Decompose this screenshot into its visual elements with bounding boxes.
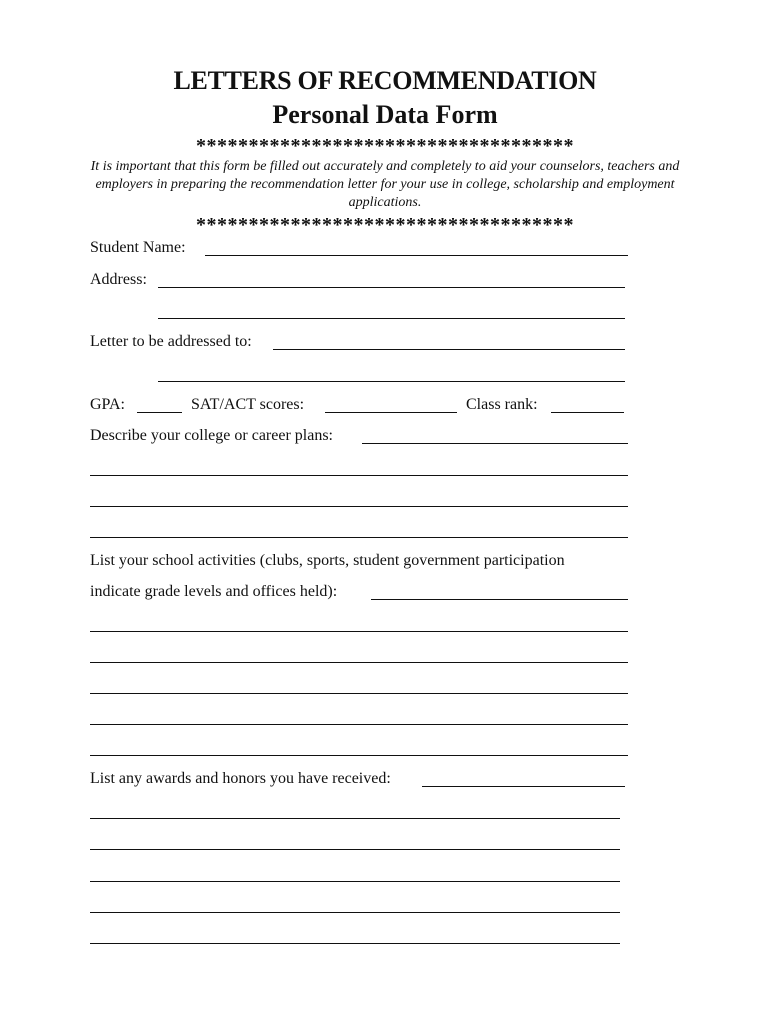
activities-field-line-5[interactable] <box>90 724 628 725</box>
activities-field-line-1[interactable] <box>371 599 628 600</box>
form-title: LETTERS OF RECOMMENDATION <box>173 66 597 95</box>
activities-label-2: indicate grade levels and offices held): <box>90 583 338 600</box>
plans-field-line-3[interactable] <box>90 506 628 507</box>
plans-field-line-2[interactable] <box>90 475 628 476</box>
letter-to-row <box>90 332 252 352</box>
activities-field-line-6[interactable] <box>90 755 628 756</box>
letter-to-field-line-2[interactable] <box>158 381 625 382</box>
awards-field-line-6[interactable] <box>90 943 620 944</box>
class-rank-field[interactable] <box>551 412 624 413</box>
awards-field-line-2[interactable] <box>90 818 620 819</box>
awards-field-line-4[interactable] <box>90 881 620 882</box>
student-name-row <box>90 238 186 258</box>
form-subtitle: Personal Data Form <box>272 100 498 129</box>
letter-to-label: Letter to be addressed to: <box>90 333 252 350</box>
intro-text: It is important that this form be filled out accurately and completely to aid your counselors, teachers and employers in preparing the recommendation letter for your use in college, scholarship and employment applications. <box>90 159 680 210</box>
gpa-label: GPA: <box>90 396 125 413</box>
address-field-line-2[interactable] <box>158 318 625 319</box>
class-rank-label: Class rank: <box>466 396 538 413</box>
sat-act-label: SAT/ACT scores: <box>191 396 305 413</box>
sat-act-field[interactable] <box>325 412 457 413</box>
star-divider-top: ************************************ <box>196 135 574 157</box>
student-name-label: Student Name: <box>90 239 186 256</box>
awards-field-line-1[interactable] <box>422 786 625 787</box>
address-row <box>90 270 147 290</box>
activities-field-line-4[interactable] <box>90 693 628 694</box>
activities-label-1: List your school activities (clubs, sports, student government participation <box>90 552 565 569</box>
awards-field-line-3[interactable] <box>90 849 620 850</box>
gpa-field[interactable] <box>137 412 182 413</box>
activities-field-line-3[interactable] <box>90 662 628 663</box>
letter-to-field-line-1[interactable] <box>273 349 625 350</box>
student-name-field[interactable] <box>205 255 628 256</box>
awards-field-line-5[interactable] <box>90 912 620 913</box>
awards-label: List any awards and honors you have received: <box>90 770 391 787</box>
address-label: Address: <box>90 271 147 288</box>
address-field-line-1[interactable] <box>158 287 625 288</box>
plans-field-line-1[interactable] <box>362 443 628 444</box>
star-divider-bottom: ************************************ <box>196 214 574 236</box>
plans-field-line-4[interactable] <box>90 537 628 538</box>
plans-label: Describe your college or career plans: <box>90 427 333 444</box>
activities-field-line-2[interactable] <box>90 631 628 632</box>
